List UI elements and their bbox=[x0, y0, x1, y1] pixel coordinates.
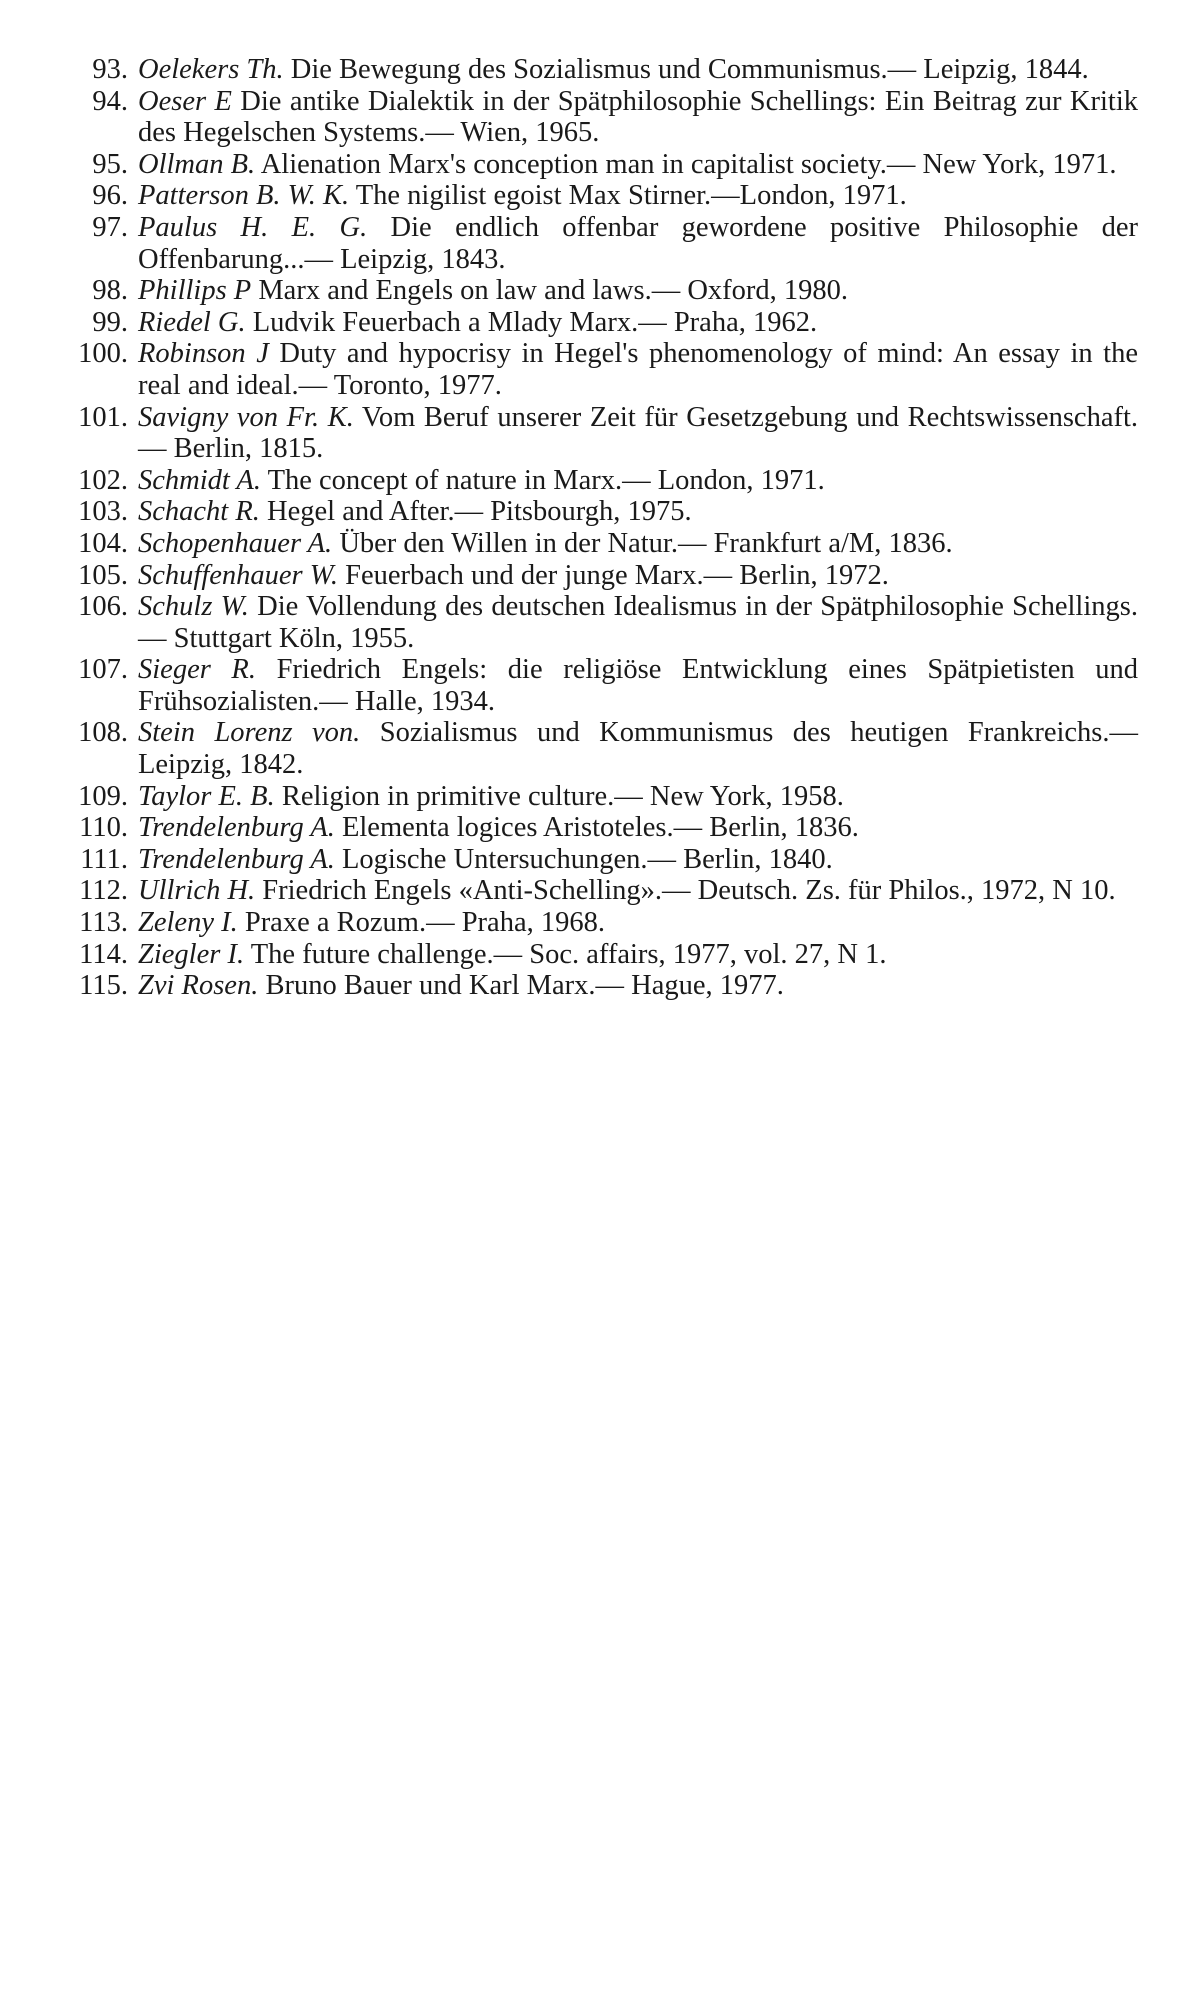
bibliography-entry bbox=[62, 149, 1138, 181]
entry-text: Friedrich Engels «Anti-Schelling».— Deutsch. Zs. für Philos., 1972, N 10. bbox=[255, 875, 1116, 907]
entry-author: Patterson B. W. K. bbox=[138, 180, 350, 212]
entry-number: 115. bbox=[79, 970, 128, 1002]
entry-number: 98. bbox=[92, 275, 128, 307]
entry-author: Paulus H. E. G. bbox=[138, 211, 368, 243]
entry-author: Riedel G. bbox=[138, 306, 246, 338]
entry-number: 108. bbox=[78, 717, 128, 749]
entry-number: 103. bbox=[78, 496, 128, 528]
entry-text: Bruno Bauer und Karl Marx.— Hague, 1977. bbox=[258, 970, 784, 1002]
entry-text: Marx and Engels on law and laws.— Oxford, 1980. bbox=[251, 275, 849, 307]
entry-number: 95. bbox=[92, 148, 128, 180]
entry-number: 104. bbox=[78, 527, 128, 559]
bibliography-entry bbox=[62, 970, 1138, 1002]
bibliography-entry bbox=[62, 812, 1138, 844]
bibliography-list bbox=[62, 54, 1138, 1002]
bibliography-entry bbox=[62, 307, 1138, 339]
entry-author: Stein Lorenz von. bbox=[138, 717, 361, 749]
entry-author: Trendelenburg A. bbox=[138, 812, 335, 844]
entry-text: Die Vollendung des deutschen Idealismus in der Spätphilosophie Schellings.— Stuttgart Köln, 1955. bbox=[138, 591, 1138, 654]
entry-author: Robinson J bbox=[138, 338, 269, 370]
entry-number: 106. bbox=[78, 591, 128, 623]
bibliography-entry bbox=[62, 275, 1138, 307]
entry-number: 96. bbox=[92, 180, 128, 212]
bibliography-entry bbox=[62, 496, 1138, 528]
entry-author: Schulz W. bbox=[138, 591, 249, 623]
bibliography-entry bbox=[62, 528, 1138, 560]
entry-text: The concept of nature in Marx.— London, 1971. bbox=[260, 464, 825, 496]
entry-text: Ludvik Feuerbach a Mlady Marx.— Praha, 1962. bbox=[245, 306, 818, 338]
entry-number: 102. bbox=[78, 464, 128, 496]
entry-number: 112. bbox=[79, 875, 128, 907]
entry-author: Schopenhauer A. bbox=[138, 527, 333, 559]
entry-number: 109. bbox=[78, 780, 128, 812]
entry-text: Hegel and After.— Pitsbourgh, 1975. bbox=[259, 496, 692, 528]
entry-author: Oeser E bbox=[138, 85, 232, 117]
entry-author: Phillips P bbox=[138, 275, 252, 307]
bibliography-entry bbox=[62, 54, 1138, 86]
entry-text: Über den Willen in der Natur.— Frankfurt a/M, 1836. bbox=[332, 527, 953, 559]
entry-text: Die endlich offenbar gewordene positive Philosophie der Offenbarung...— Leipzig, 1843. bbox=[138, 211, 1139, 275]
entry-author: Zvi Rosen. bbox=[138, 970, 259, 1002]
entry-text: Religion in primitive culture.— New York, 1958. bbox=[274, 780, 844, 812]
entry-text: The nigilist egoist Max Stirner.—London, 1971. bbox=[349, 180, 907, 212]
entry-number: 114. bbox=[79, 938, 128, 970]
entry-text: Sozialismus und Kommunismus des heutigen Frankreichs.— Leipzig, 1842. bbox=[138, 717, 1138, 781]
entry-text: Praxe a Rozum.— Praha, 1968. bbox=[237, 907, 605, 939]
entry-text: Friedrich Engels: die religiöse Entwicklung eines Spätpietisten und Frühsozialisten.— Halle, 1934. bbox=[138, 654, 1139, 717]
entry-author: Ziegler I. bbox=[138, 938, 245, 970]
entry-text: Alienation Marx's conception man in capitalist society.— New York, 1971. bbox=[255, 148, 1117, 180]
entry-author: Schuffenhauer W. bbox=[138, 559, 339, 591]
entry-number: 100. bbox=[78, 338, 128, 370]
bibliography-entry bbox=[62, 717, 1138, 780]
entry-number: 97. bbox=[92, 211, 128, 243]
entry-author: Schacht R. bbox=[138, 496, 260, 528]
entry-author: Oelekers Th. bbox=[138, 54, 284, 85]
entry-text: The future challenge.— Soc. affairs, 1977, vol. 27, N 1. bbox=[244, 938, 887, 970]
entry-author: Ullrich H. bbox=[138, 875, 256, 907]
bibliography-entry bbox=[62, 875, 1138, 907]
entry-text: Logische Untersuchungen.— Berlin, 1840. bbox=[334, 843, 833, 875]
bibliography-entry bbox=[62, 402, 1138, 465]
entry-text: Die Bewegung des Sozialismus und Communismus.— Leipzig, 1844. bbox=[283, 54, 1089, 85]
entry-number: 107. bbox=[78, 654, 128, 686]
bibliography-entry bbox=[62, 781, 1138, 813]
bibliography-entry bbox=[62, 212, 1138, 275]
bibliography-entry bbox=[62, 180, 1138, 212]
entry-author: Zeleny I. bbox=[138, 907, 238, 939]
bibliography-entry bbox=[62, 939, 1138, 971]
bibliography-entry bbox=[62, 338, 1138, 401]
entry-number: 99. bbox=[92, 306, 128, 338]
bibliography-entry bbox=[62, 465, 1138, 497]
entry-number: 101. bbox=[78, 401, 128, 433]
entry-text: Elementa logices Aristoteles.— Berlin, 1836. bbox=[334, 812, 859, 844]
bibliography-entry bbox=[62, 654, 1138, 717]
entry-number: 113. bbox=[79, 907, 128, 939]
entry-author: Schmidt A. bbox=[138, 464, 261, 496]
entry-author: Ollman B. bbox=[138, 148, 256, 180]
bibliography-entry bbox=[62, 86, 1138, 149]
bibliography-entry bbox=[62, 591, 1138, 654]
entry-text: Vom Beruf unserer Zeit für Gesetzgebung und Rechtswissenschaft.— Berlin, 1815. bbox=[138, 401, 1138, 465]
entry-number: 94. bbox=[92, 85, 128, 117]
bibliography-entry bbox=[62, 844, 1138, 876]
entry-author: Taylor E. B. bbox=[138, 780, 275, 812]
entry-number: 110. bbox=[79, 812, 128, 844]
entry-author: Trendelenburg A. bbox=[138, 843, 335, 875]
entry-text: Feuerbach und der junge Marx.— Berlin, 1972. bbox=[338, 559, 889, 591]
entry-author: Savigny von Fr. K. bbox=[138, 401, 354, 433]
bibliography-entry bbox=[62, 560, 1138, 592]
entry-text: Duty and hypocrisy in Hegel's phenomenology of mind: An essay in the real and ideal.— Toronto, 1977. bbox=[138, 338, 1138, 401]
entry-author: Sieger R. bbox=[138, 654, 256, 686]
bibliography-entry bbox=[62, 907, 1138, 939]
entry-number: 105. bbox=[78, 559, 128, 591]
entry-number: 93. bbox=[92, 54, 128, 85]
entry-text: Die antike Dialektik in der Spätphilosophie Schellings: Ein Beitrag zur Kritik des Hegelschen Systems.— Wien, 1965. bbox=[138, 85, 1139, 149]
entry-number: 111. bbox=[80, 843, 128, 875]
